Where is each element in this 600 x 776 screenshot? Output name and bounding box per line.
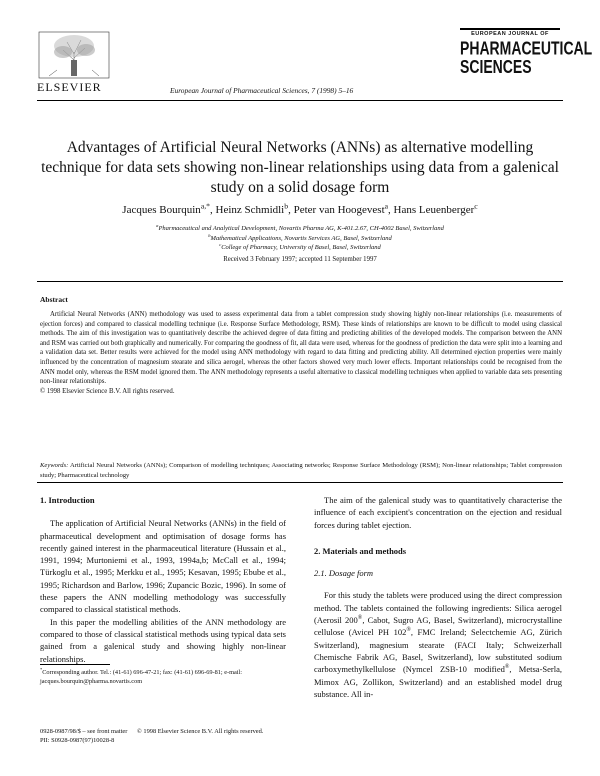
header-rule bbox=[37, 100, 563, 101]
abstract-body bbox=[40, 310, 562, 396]
abstract-bottom-rule bbox=[37, 482, 563, 483]
intro-paragraph-1: The application of Artificial Neural Networks (ANNs) in the field of pharmaceutical development and optimisation of dosage forms has recently gained interest in the pharmaceutical literature (Hussain et al., 1991, 1994; Murtoniemi et al., 1993, 1994a,b; McCall et al., 1994; Türkoglu et al., 1995; Merkku et al., 1995; Kesavan, 1995; Ebube et al., 1995; Richardson and Barlow, 1996; Zupancic Bozic, 1996). In some of these papers the ANN modelling methodology was successfully compared to classical statistical methods. bbox=[40, 518, 286, 615]
dosage-heading: 2.1. Dosage form bbox=[314, 568, 374, 579]
author-sup: a bbox=[384, 201, 389, 211]
affiliation-a: $^a$Pharmaceutical and Analytical Development, Novartis Pharma AG, K-401.2.67, CH-4002 Basel, Switzerland bbox=[156, 222, 444, 232]
aim-paragraph: The aim of the galenical study was to quantitatively characterise the influence of each excipient's concentration on the ejection and residual forces during tablet ejection. bbox=[314, 495, 562, 530]
author-name: Jacques Bourquin bbox=[122, 204, 201, 216]
affiliation-c: $^c$College of Pharmacy, University of Basel, Basel, Switzerland bbox=[219, 241, 381, 251]
right-column bbox=[314, 494, 562, 700]
journal-logo-main: PHARMACEUTICAL SCIENCES bbox=[460, 37, 592, 77]
keywords bbox=[40, 461, 562, 480]
affiliation-b: $^b$Mathematical Applications, Novartis Services AG, Basel, Switzerland bbox=[208, 232, 392, 242]
author-name: Peter van Hoogevest bbox=[293, 204, 385, 216]
abstract-text: Artificial Neural Networks (ANN) methodology was used to assess experimental data from a tablet compression study showing highly non-linear relationships (i.e. measurements of ejection forces) and compared to classical modelling technique (i.e. Response Surface Methodology, RSM). These kinds of relationships are known to be difficult to model using classical methods. The aim of this investigation was to quantitatively describe the achieved degree of data fitting and predicting abilities of the developed models. The comparison between the ANN and RSM was carried out both graphically and numerically. For comparing the goodness of fit, all data were used, whereas for the goodness of prediction the data were split into a learning and a validation data set. Better results were achieved for the model using ANN methodology with regard to data fitting and predicting ability. All determined ejection properties were mainly influenced by the concentration of magnesium stearate and silica aerogel, whereas the other factors showed very much lower effects. Important relationships could be recognised from the ANN model only, whereas the RSM model ignored them. The ANN methodology represents a useful alternative to classical modelling techniques when applied to variable data sets presenting non-linear relationships. bbox=[40, 311, 562, 386]
keywords-text: Artificial Neural Networks (ANNs); Comparison of modelling techniques; Associating networks; Response Surface Methodology (RSM); Non-linear relationships; Tablet compression study; Pharmaceutical technology bbox=[40, 462, 562, 479]
author-name: Hans Leuenberger bbox=[393, 204, 475, 216]
journal-logo-top: EUROPEAN JOURNAL OF bbox=[460, 28, 560, 37]
publisher-name: ELSEVIER bbox=[37, 80, 102, 94]
abstract-heading: Abstract bbox=[40, 295, 68, 304]
footnote bbox=[40, 668, 288, 686]
intro-paragraph-2: In this paper the modelling abilities of the ANN methodology are compared to those of classical statistical methods using typical data sets gained from a galenical study and showing highly non-linear relationships. bbox=[40, 616, 286, 664]
left-column bbox=[40, 494, 286, 665]
author-sup: a,* bbox=[200, 201, 210, 211]
footnote-text: Corresponding author. Tel.: (41-61) 696-47-21; fax: (41-61) 696-69-81; e-mail: jacques.bourquin@pharma.novartis.com bbox=[40, 669, 243, 685]
abstract-top-rule bbox=[37, 281, 563, 282]
methods-heading: 2. Materials and methods bbox=[314, 545, 407, 556]
dosage-paragraph: For this study the tablets were produced using the direct compression method. The tablets contained the following ingredients: Silica aerogel (Aerosil 200®, Cabot, Sugro AG, Basel, Switzerland), microcrystalline cellulose (Avicel PH 102®, FMC Ireland; Selectchemie AG, Zürich Switzerland), magnesium stearate (FACI Italy; Schweizerhall Chemische Fabrik AG, Basel, Switzerland), low substituted sodium carboxymethylkellulose (Nymcel ZSB-10 modified®, Metsa-Serla, Mimox AG, Zollikon, Switzerland) and an established model drug substance. All in- bbox=[314, 590, 562, 699]
keywords-label: Keywords: bbox=[40, 462, 69, 469]
journal-logo bbox=[460, 28, 592, 77]
footnote-mark: * bbox=[40, 666, 43, 672]
footer-line-1: 0928-0987/98/$ – see front matter © 1998 Elsevier Science B.V. All rights reserved. bbox=[40, 728, 264, 735]
intro-heading: 1. Introduction bbox=[40, 495, 95, 505]
affiliations bbox=[40, 224, 560, 253]
footnote-rule bbox=[40, 664, 110, 665]
author-sup: c bbox=[474, 201, 478, 211]
abstract-copyright: © 1998 Elsevier Science B.V. All rights reserved. bbox=[40, 387, 175, 395]
author-name: Heinz Schmidli bbox=[215, 204, 285, 216]
received-dates: Received 3 February 1997; accepted 11 September 1997 bbox=[223, 256, 377, 263]
journal-citation: European Journal of Pharmaceutical Sciences, 7 (1998) 5–16 bbox=[170, 86, 354, 95]
footer-pii: PII: S0928-0987(97)10028-8 bbox=[40, 737, 115, 744]
article-title: Advantages of Artificial Neural Networks (ANNs) as alternative modelling technique for data sets showing non-linear relationships using data from a galenical study on a solid dosage form bbox=[41, 139, 559, 196]
author-list: Jacques Bourquin$^{a,*}$, Heinz Schmidli$^b$, Peter van Hoogevest$^a$, Hans Leuenberger$^c$ bbox=[122, 201, 478, 216]
author-sup: b bbox=[284, 201, 289, 211]
page-footer bbox=[40, 727, 560, 745]
